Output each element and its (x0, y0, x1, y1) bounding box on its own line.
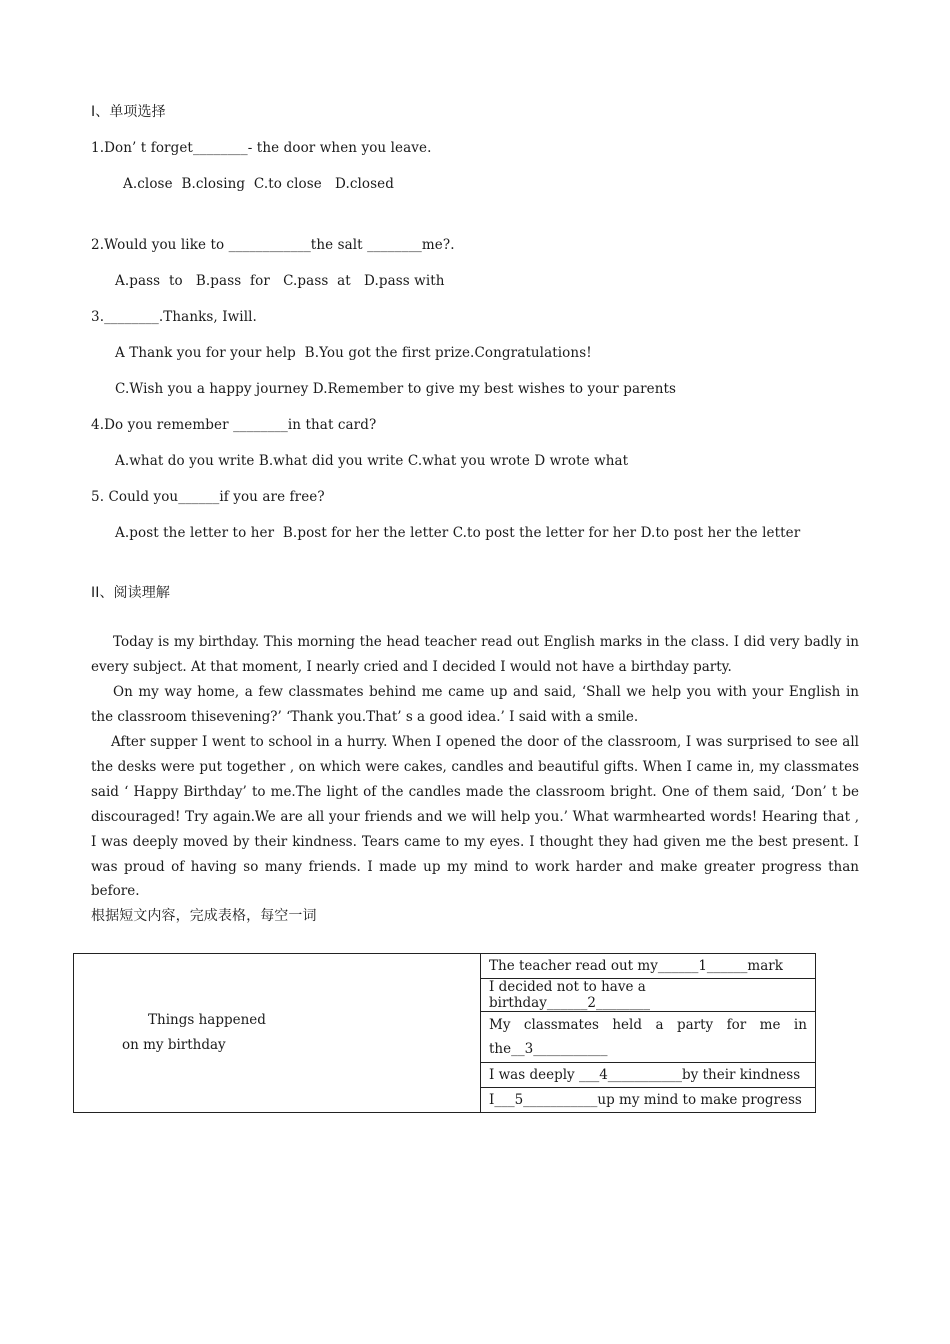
table-row-3 (481, 1012, 816, 1063)
row-3-word: a (655, 1017, 664, 1033)
question-5-options: A.post the letter to her B.post for her the letter C.to post the letter for her D.to post her the letter (115, 525, 801, 541)
row-3-word: classmates (523, 1017, 599, 1033)
table-left-cell (74, 954, 481, 1113)
question-3-options-a: A Thank you for your help B.You got the first prize.Congratulations! (115, 345, 592, 361)
summary-table (73, 953, 816, 1113)
table-row-3-line-1 (489, 1013, 807, 1037)
section-heading-choice: I、单项选择 (91, 104, 166, 120)
row-3-word: me (759, 1017, 781, 1033)
question-2-stem: 2.Would you like to ____________the salt ________me?. (91, 237, 455, 253)
row-3-word: My (489, 1017, 511, 1033)
table-row-3-line-2: the__3___________ (489, 1041, 608, 1057)
reading-paragraph-1: Today is my birthday. This morning the head teacher read out English marks in the class. I did very badly in every subject. At that moment, I nearly cried and I decided I would not have a birthday party. (91, 634, 859, 675)
table-instruction: 根据短文内容，完成表格，每空一词 (91, 908, 317, 924)
section-heading-reading: II、阅读理解 (91, 585, 170, 601)
question-5-stem: 5. Could you______if you are free? (91, 489, 325, 505)
row-3-word: in (793, 1017, 807, 1033)
table-row-4: I was deeply ___4___________by their kindness (481, 1063, 816, 1088)
reading-paragraph-3: After supper I went to school in a hurry. When I opened the door of the classroom, I was surprised to see all the desks were put together , on which were cakes, candles and beautiful gifts. When I came in, my classmates said ‘ Happy Birthday’ to me.The light of the candles made the classroom bright. One of them said, ‘Don’ t be discouraged! Try again.We are all your friends and we will help you.’ What warmhearted words! Hearing that , I was deeply moved by their kindness. Tears came to my eyes. I thought they had given me the best present. I was proud of having so many friends. I made up my mind to work harder and make greater progress than before. (91, 734, 859, 900)
question-3-stem: 3.________.Thanks, Iwill. (91, 309, 257, 325)
question-4-stem: 4.Do you remember ________in that card? (91, 417, 377, 433)
row-3-word: party (676, 1017, 714, 1033)
table-row-2: I decided not to have a birthday______2________ (481, 979, 816, 1012)
row-3-word: held (612, 1017, 642, 1033)
question-3-options-b: C.Wish you a happy journey D.Remember to give my best wishes to your parents (115, 381, 677, 397)
table-row-5: I___5___________up my mind to make progress (481, 1088, 816, 1113)
table-left-line-2: on my birthday (122, 1037, 226, 1053)
table-left-line-1: Things happened (148, 1012, 266, 1028)
question-1-options: A.close B.closing C.to close D.closed (123, 176, 395, 192)
table-row-1: The teacher read out my______1______mark (481, 954, 816, 979)
row-3-word: for (726, 1017, 747, 1033)
question-2-options: A.pass to B.pass for C.pass at D.pass with (115, 273, 445, 289)
reading-paragraph-2: On my way home, a few classmates behind me came up and said, ‘Shall we help you with your English in the classroom thisevening?’ ‘Thank you.That’ s a good idea.’ I said with a smile. (91, 684, 859, 725)
question-1-stem: 1.Don’ t forget________- the door when you leave. (91, 140, 432, 156)
question-4-options: A.what do you write B.what did you write C.what you wrote D wrote what (115, 453, 629, 469)
